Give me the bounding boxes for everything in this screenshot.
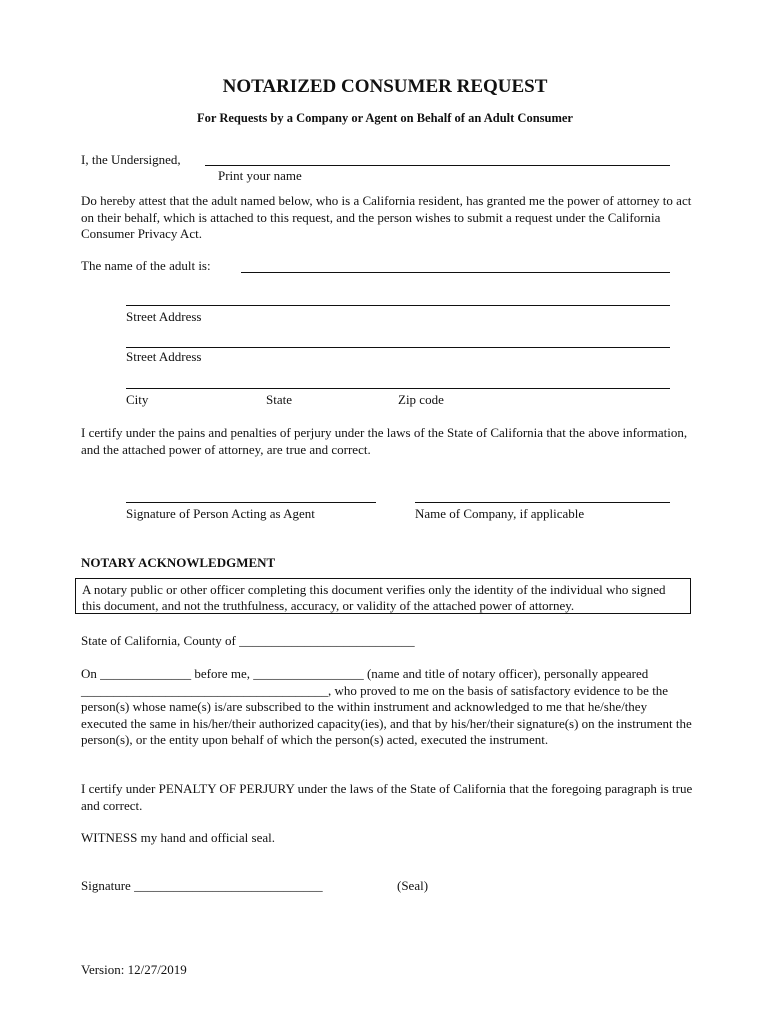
company-name-line[interactable]: [415, 502, 670, 503]
notary-heading: NOTARY ACKNOWLEDGMENT: [81, 555, 276, 570]
city-label: City: [126, 392, 149, 407]
street-address-label-2: Street Address: [126, 349, 202, 364]
city-state-zip-line[interactable]: [126, 388, 670, 389]
attestation-paragraph: Do hereby attest that the adult named below, who is a California resident, has granted me the power of attorney to act on their behalf, which is attached to this request, and the person wishes to submit a request under the California Consumer Privacy Act.: [81, 193, 692, 242]
notary-notice-box: A notary public or other officer completing this document verifies only the identity of the individual who signed this document, and not the truthfulness, accuracy, or validity of the attached power of attorney.: [75, 578, 691, 614]
undersigned-label: I, the Undersigned,: [81, 152, 181, 167]
acknowledgment-paragraph: On ______________ before me, _________________ (name and title of notary officer), personally appeared ______________________________________, who proved to me on the basis of satisfactory evidence to be the person(s) whose name(s) is/are subscribed to the within instrument and acknowledged to me that he/she/they executed the same in his/her/their authorized capacity(ies), and that by his/her/their signature(s) on the instrument the person(s), or the entity upon behalf of which the person(s) acted, executed the instrument.: [81, 666, 692, 748]
adult-name-label: The name of the adult is:: [81, 258, 211, 273]
agent-signature-line[interactable]: [126, 502, 376, 503]
document-subtitle: For Requests by a Company or Agent on Behalf of an Adult Consumer: [197, 111, 573, 125]
notary-signature-line[interactable]: Signature _____________________________: [81, 878, 323, 893]
agent-signature-label: Signature of Person Acting as Agent: [126, 506, 315, 521]
street-address-line-2[interactable]: [126, 347, 670, 348]
version-label: Version: 12/27/2019: [81, 962, 187, 977]
seal-label: (Seal): [397, 878, 429, 893]
street-address-label-1: Street Address: [126, 309, 202, 324]
undersigned-name-line[interactable]: [205, 165, 670, 166]
county-line[interactable]: State of California, County of ___________________________: [81, 633, 415, 648]
state-label: State: [266, 392, 292, 407]
street-address-line-1[interactable]: [126, 305, 670, 306]
document-title: NOTARIZED CONSUMER REQUEST: [222, 76, 548, 97]
certification-paragraph: I certify under the pains and penalties of perjury under the laws of the State of California that the above information, and the attached power of attorney, are true and correct.: [81, 425, 688, 457]
witness-statement: WITNESS my hand and official seal.: [81, 830, 275, 845]
penalty-paragraph: I certify under PENALTY OF PERJURY under the laws of the State of California that the foregoing paragraph is true and correct.: [81, 781, 693, 813]
undersigned-caption: Print your name: [218, 168, 302, 183]
adult-name-line[interactable]: [241, 272, 670, 273]
zip-code-label: Zip code: [398, 392, 444, 407]
company-name-label: Name of Company, if applicable: [415, 506, 585, 521]
